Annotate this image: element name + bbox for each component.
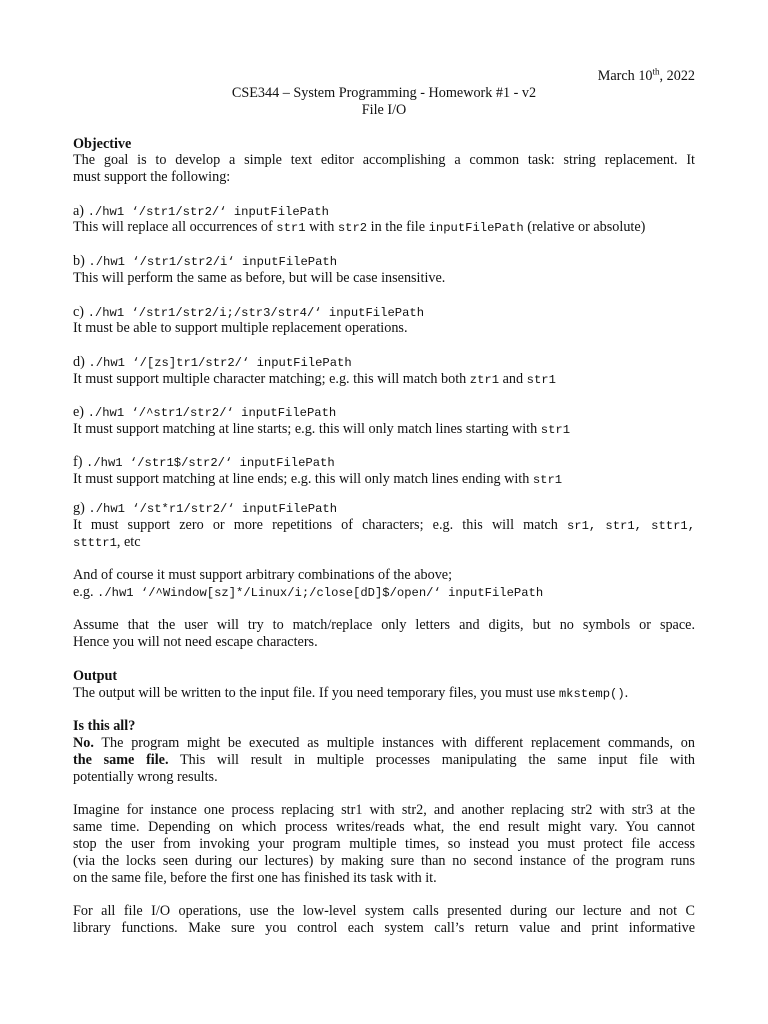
item-e-command: e) ./hw1 ‘/^str1/str2/‘ inputFilePath <box>73 404 337 420</box>
assumption-line-2: Hence you will not need escape characters. <box>73 634 318 650</box>
is-this-all-para2-line-5: on the same file, before the first one has finished its task with it. <box>73 870 437 886</box>
combination-line-1: And of course it must support arbitrary combinations of the above; <box>73 567 453 583</box>
is-this-all-para3-line-1: For all file I/O operations, use the low-level system calls presented during our lecture and not C <box>73 903 695 919</box>
output-text: The output will be written to the input file. If you need temporary files, you must use mkstemp(). <box>73 685 629 701</box>
item-d-description: It must support multiple character matching; e.g. this will match both ztr1 and str1 <box>73 371 556 387</box>
objective-intro-line-1: The goal is to develop a simple text editor accomplishing a common task: string replacement. It <box>73 152 695 168</box>
is-this-all-para2-line-3: stop the user from invoking your program multiple times, so instead you must protect file access <box>73 836 695 852</box>
item-a-command: a) ./hw1 ‘/str1/str2/‘ inputFilePath <box>73 203 329 219</box>
item-c-description: It must be able to support multiple replacement operations. <box>73 320 408 336</box>
is-this-all-heading: Is this all? <box>73 718 136 734</box>
item-g-description-line-2: stttr1, etc <box>73 534 141 550</box>
output-heading: Output <box>73 668 118 684</box>
item-a-description: This will replace all occurrences of str1 with str2 in the file inputFilePath (relative or absolute) <box>73 219 646 235</box>
objective-heading: Objective <box>73 136 132 152</box>
is-this-all-para1-line-1: No. The program might be executed as multiple instances with different replacement commands, on <box>73 735 695 751</box>
is-this-all-para2-line-4: (via the locks seen during our lectures) by making sure than no second instance of the program runs <box>73 853 695 869</box>
objective-intro-line-2: must support the following: <box>73 169 231 185</box>
document-title: CSE344 – System Programming - Homework #1 - v2 <box>231 85 537 101</box>
item-b-description: This will perform the same as before, but will be case insensitive. <box>73 270 446 286</box>
is-this-all-para1-line-2: the same file. This will result in multiple processes manipulating the same input file with <box>73 752 695 768</box>
item-f-description: It must support matching at line ends; e.g. this will only match lines ending with str1 <box>73 471 563 487</box>
item-b-command: b) ./hw1 ‘/str1/str2/i‘ inputFilePath <box>73 253 338 269</box>
combination-example: e.g. ./hw1 ‘/^Window[sz]*/Linux/i;/close[dD]$/open/‘ inputFilePath <box>73 584 544 600</box>
document-date: March 10th, 2022 <box>597 66 695 84</box>
item-d-command: d) ./hw1 ‘/[zs]tr1/str2/‘ inputFilePath <box>73 354 352 370</box>
assumption-line-1: Assume that the user will try to match/replace only letters and digits, but no symbols or space. <box>73 617 695 633</box>
is-this-all-para2-line-2: same time. Depending on which process writes/reads what, the end result might vary. You cannot <box>73 819 695 835</box>
document-subtitle: File I/O <box>361 102 407 118</box>
is-this-all-para2-line-1: Imagine for instance one process replacing str1 with str2, and another replacing str2 with str3 at the <box>73 802 695 818</box>
item-e-description: It must support matching at line starts; e.g. this will only match lines starting with str1 <box>73 421 571 437</box>
is-this-all-para3-line-2: library functions. Make sure you control each system call’s return value and print informative <box>73 920 695 936</box>
item-f-command: f) ./hw1 ‘/str1$/str2/‘ inputFilePath <box>73 454 335 470</box>
is-this-all-para1-line-3: potentially wrong results. <box>73 769 218 785</box>
item-g-command: g) ./hw1 ‘/st*r1/str2/‘ inputFilePath <box>73 500 338 516</box>
item-c-command: c) ./hw1 ‘/str1/str2/i;/str3/str4/‘ inputFilePath <box>73 304 425 320</box>
item-g-description-line-1: It must support zero or more repetitions of characters; e.g. this will match sr1, str1, sttr1, <box>73 517 696 533</box>
